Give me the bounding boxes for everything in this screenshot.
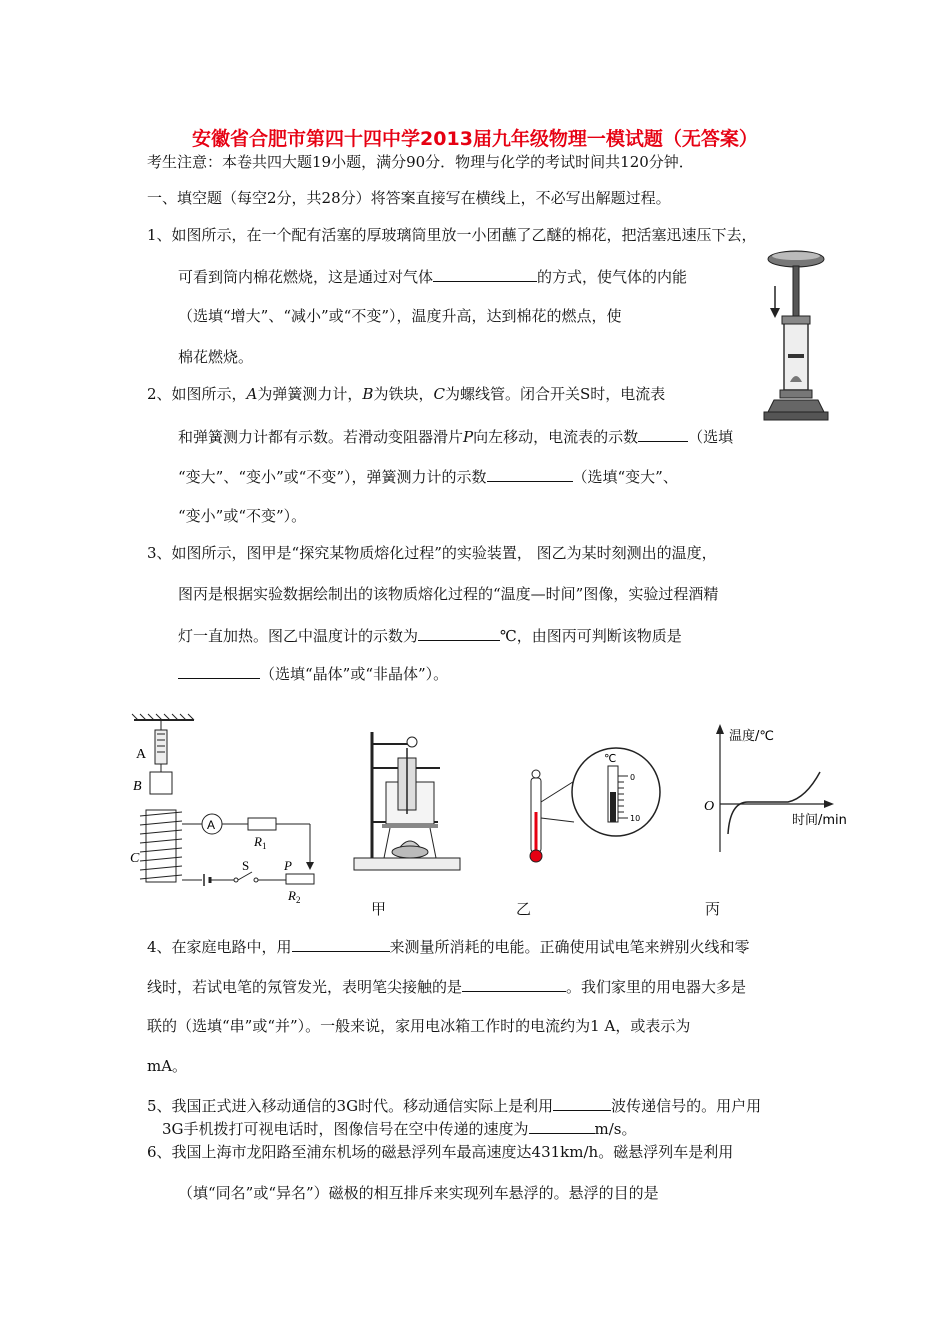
- q2-var-a: A: [246, 385, 258, 403]
- q5-text-b: 波传递信号的。用户用: [611, 1097, 762, 1115]
- ammeter-label: A: [207, 818, 216, 832]
- q2-line-4: “变小”或“不变”）。: [178, 507, 307, 525]
- q4-text-a: 4、在家庭电路中，用: [147, 938, 292, 956]
- section-1-heading: 一、填空题（每空2分，共28分）将答案直接写在横线上，不必写出解题过程。: [147, 189, 671, 207]
- thermo-tick-0: 0: [630, 773, 636, 782]
- graph-y-label: 温度/℃: [729, 729, 774, 744]
- q3-line-2: 图丙是根据实验数据绘制出的该物质熔化过程的“温度—时间”图像，实验过程酒精: [178, 585, 719, 603]
- thermometer-figure: [520, 722, 660, 872]
- q1-line-2: [178, 265, 687, 287]
- q2-text-g: （选填: [688, 428, 734, 446]
- q1-text-b: 的方式，使气体的内能: [537, 268, 688, 286]
- q3-blank-1[interactable]: [418, 624, 500, 641]
- q5-line-1: [147, 1094, 761, 1116]
- q3-text-b: ℃，由图丙可判断该物质是: [500, 627, 682, 645]
- q6-line-2: （填“同名”或“异名”）磁极的相互排斥来实现列车悬浮的。悬浮的目的是: [178, 1184, 659, 1202]
- label-a: A: [136, 747, 147, 762]
- q1-blank-1[interactable]: [433, 265, 537, 282]
- figure-label-bing: 丙: [705, 900, 721, 918]
- q2-text-c: 为铁块，: [373, 385, 434, 403]
- q2-text-d: 为螺线管。闭合开关S时，电流表: [444, 385, 666, 403]
- thermo-unit: ℃: [604, 752, 617, 765]
- q4-blank-2[interactable]: [462, 975, 566, 992]
- q4-text-d: 。我们家里的用电器大多是: [566, 978, 747, 996]
- q5-text-d: m/s。: [594, 1120, 637, 1138]
- q4-line-3: 联的（选填“串”或“并”）。一般来说，家用电冰箱工作时的电流约为1 A，或表示为: [147, 1017, 691, 1035]
- s-label: S: [242, 858, 250, 873]
- q2-blank-1[interactable]: [638, 425, 688, 442]
- page-title: 安徽省合肥市第四十四中学2013届九年级物理一模试题（无答案）: [192, 128, 758, 150]
- q2-text-b: 为弹簧测力计，: [257, 385, 363, 403]
- q4-line-1: [147, 935, 750, 957]
- q4-blank-1[interactable]: [292, 935, 390, 952]
- thermo-tick-10: 10: [630, 814, 641, 823]
- graph-x-label: 时间/min: [792, 813, 847, 828]
- fire-syringe-figure: [760, 250, 832, 422]
- p-label: P: [284, 858, 292, 873]
- q2-var-c: C: [433, 385, 445, 403]
- label-c: C: [130, 851, 140, 866]
- q2-line-2: [178, 425, 733, 447]
- graph-origin: O: [704, 799, 715, 814]
- temperature-time-graph: [700, 722, 860, 862]
- q1-text-a: 可看到筒内棉花燃烧，这是通过对气体: [178, 268, 434, 286]
- exam-notice: 考生注意：本卷共四大题19小题，满分90分．物理与化学的考试时间共120分钟．: [147, 153, 694, 171]
- circuit-figure: [128, 712, 328, 912]
- q4-line-4: mA。: [147, 1057, 188, 1075]
- q3-line-1: 3、如图所示，图甲是“探究某物质熔化过程”的实验装置， 图乙为某时刻测出的温度，: [147, 544, 717, 562]
- q2-var-b: B: [362, 385, 374, 403]
- q2-var-p: P: [463, 428, 474, 446]
- q4-text-c: 线时，若试电笔的氖管发光，表明笔尖接触的是: [147, 978, 463, 996]
- q2-line-3: [178, 465, 678, 487]
- q2-blank-2[interactable]: [487, 465, 573, 482]
- q2-line-1: [147, 384, 665, 404]
- q2-text-i: （选填“变大”、: [572, 468, 678, 486]
- r1-label: $R_1$: [254, 834, 267, 851]
- q1-line-1: 1、如图所示，在一个配有活塞的厚玻璃筒里放一小团蘸了乙醚的棉花，把活塞迅速压下去，: [147, 226, 757, 244]
- q5-line-2: [162, 1117, 637, 1139]
- q5-blank-1[interactable]: [553, 1094, 611, 1111]
- q2-text-f: 向左移动，电流表的示数: [473, 428, 639, 446]
- q4-line-2: [147, 975, 746, 997]
- q5-text-c: 3G手机拨打可视电话时，图像信号在空中传递的速度为: [162, 1120, 529, 1138]
- q3-text-a: 灯一直加热。图乙中温度计的示数为: [178, 627, 419, 645]
- q3-line-4: [178, 662, 448, 684]
- r2-label: $R_2$: [288, 888, 301, 905]
- q6-line-1: 6、我国上海市龙阳路至浦东机场的磁悬浮列车最高速度达431km/h。磁悬浮列车是利用: [147, 1143, 734, 1161]
- label-b: B: [133, 779, 142, 794]
- melting-apparatus-figure: [350, 728, 464, 874]
- q3-blank-2[interactable]: [178, 662, 260, 679]
- q4-text-b: 来测量所消耗的电能。正确使用试电笔来辨别火线和零: [389, 938, 750, 956]
- q5-text-a: 5、我国正式进入移动通信的3G时代。移动通信实际上是利用: [147, 1097, 554, 1115]
- q2-text-h: “变大”、“变小”或“不变”），弹簧测力计的示数: [178, 468, 487, 486]
- q2-text-a: 2、如图所示，: [147, 385, 247, 403]
- q5-blank-2[interactable]: [529, 1117, 595, 1134]
- q1-line-4: 棉花燃烧。: [178, 348, 254, 366]
- q1-line-3: （选填“增大”、“减小”或“不变”），温度升高，达到棉花的燃点，使: [178, 307, 622, 325]
- q3-text-c: （选填“晶体”或“非晶体”）。: [260, 665, 449, 683]
- q3-line-3: [178, 624, 682, 646]
- q2-text-e: 和弹簧测力计都有示数。若滑动变阻器滑片: [178, 428, 464, 446]
- figure-label-yi: 乙: [516, 900, 532, 918]
- figure-label-jia: 甲: [371, 900, 387, 918]
